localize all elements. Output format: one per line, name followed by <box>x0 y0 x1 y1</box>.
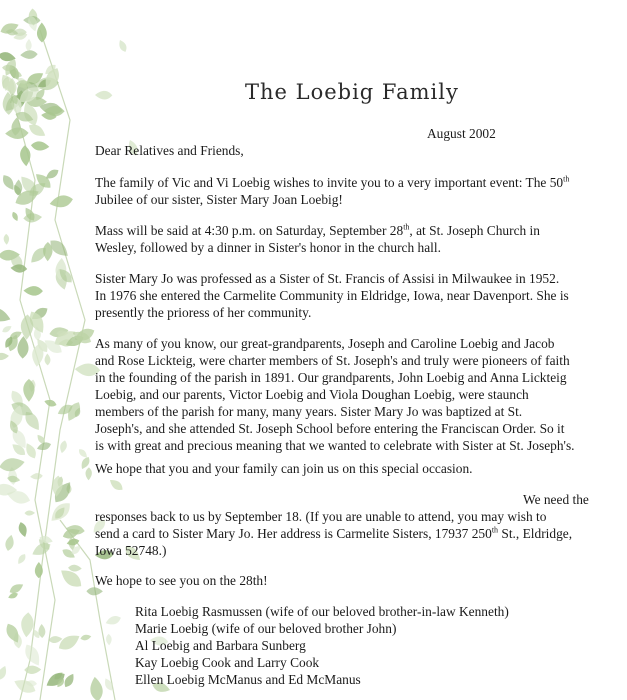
ivy-leaf <box>0 456 26 474</box>
paragraph-line: presently the prioress of her community. <box>95 305 312 320</box>
signature-line: Al Loebig and Barbara Sunberg <box>135 638 306 653</box>
signature-line: Rita Loebig Rasmussen (wife of our beloved brother-in-law Kenneth) <box>135 604 509 619</box>
signature-line: Kay Loebig Cook and Larry Cook <box>135 655 320 670</box>
ivy-leaf <box>56 631 83 653</box>
paragraph-line: send a card to Sister Mary Jo. Her address is Carmelite Sisters, 17937 250th St., Eldridge, <box>95 525 573 541</box>
letter-date: August 2002 <box>427 126 496 141</box>
signature-line: Marie Loebig (wife of our beloved brother John) <box>135 621 397 636</box>
ivy-leaf <box>0 352 9 360</box>
ivy-leaf <box>3 234 9 245</box>
ivy-leaf <box>37 22 47 42</box>
paragraph-line: members of the parish for many, many years. Sister Mary Jo was baptized at St. <box>95 404 523 419</box>
paragraph-line: Sister Mary Jo was professed as a Sister of St. Francis of Assisi in Milwaukee in 1952. <box>95 271 560 286</box>
ivy-leaf <box>0 665 9 682</box>
ivy-leaf <box>31 141 50 152</box>
ivy-leaf <box>30 473 43 480</box>
ivy-leaf <box>24 510 35 515</box>
ivy-leaf <box>80 634 92 642</box>
ivy-leaf <box>19 145 31 167</box>
ivy-leaf <box>17 521 29 538</box>
letter-title: The Loebig Family <box>245 80 459 104</box>
ivy-leaf <box>49 193 75 209</box>
paragraph-line: Jubilee of our sister, Sister Mary Joan Loebig! <box>95 192 343 207</box>
ivy-leaf <box>1 324 13 334</box>
paragraph-line: The family of Vic and Vi Loebig wishes to invite you to a very important event: The 50th <box>95 174 570 190</box>
ivy-leaf <box>117 39 128 54</box>
paragraph-line: in the founding of the parish in 1891. Our grandparents, John Loebig and Anna Lickteig <box>95 370 567 385</box>
paragraph-line: responses back to us by September 18. (If you are unable to attend, you may wish to <box>95 509 547 524</box>
ivy-leaf <box>11 211 20 222</box>
ivy-leaf <box>44 670 68 691</box>
closing-line: We hope to see you on the 28th! <box>95 573 268 588</box>
ivy-leaf <box>26 121 47 139</box>
ivy-leaf <box>85 467 92 480</box>
ivy-leaf <box>59 440 68 454</box>
ivy-leaf <box>21 642 43 669</box>
ivy-leaf <box>20 50 38 60</box>
paragraph-line: is with great and precious meaning that we wanted to celebrate with Sister at St. Joseph's. <box>95 438 575 453</box>
ivy-leaf <box>44 353 50 365</box>
vine-stem <box>20 30 85 700</box>
paragraph-line: Mass will be said at 4:30 p.m. on Saturday, September 28th, at St. Joseph Church in <box>95 222 540 238</box>
paragraph-join-us: We hope that you and your family can join us on this special occasion. <box>95 461 473 476</box>
paragraph-line: We need the <box>523 492 589 507</box>
ivy-leaf <box>95 91 112 100</box>
ivy-leaf <box>106 634 112 646</box>
salutation: Dear Relatives and Friends, <box>95 143 244 158</box>
ivy-leaf <box>68 564 82 572</box>
ivy-leaf <box>108 477 125 493</box>
paragraph-line: Iowa 52748.) <box>95 543 167 558</box>
ivy-leaf <box>48 635 63 643</box>
paragraph-line: In 1976 she entered the Carmelite Community in Eldridge, Iowa, near Davenport. She is <box>95 288 569 303</box>
paragraph-line: Joseph's, and she attended St. Joseph School before entering the Franciscan Order. So it <box>95 421 565 436</box>
signature-line: Ellen Loebig McManus and Ed McManus <box>135 672 361 687</box>
paragraph-line: Wesley, followed by a dinner in Sister's honor in the church hall. <box>95 240 441 255</box>
ivy-leaf <box>104 614 122 627</box>
ivy-leaf <box>16 552 28 565</box>
ivy-leaf <box>17 336 29 359</box>
ivy-leaf <box>4 534 15 552</box>
paragraph-line: Loebig, and our parents, Victor Loebig and Viola Doughan Loebig, were staunch <box>95 387 529 402</box>
ivy-leaf <box>14 179 23 195</box>
ivy-leaf <box>0 305 13 325</box>
paragraph-line: As many of you know, our great-grandparents, Joseph and Caroline Loebig and Jacob <box>95 336 555 351</box>
ivy-leaf <box>89 676 104 700</box>
ivy-leaf <box>20 612 34 638</box>
ivy-leaf <box>23 286 43 296</box>
ivy-leaf <box>25 39 32 51</box>
paragraph-line: and Rose Lickteig, were charter members of St. Joseph's and truly were pioneers of faith <box>95 353 570 368</box>
